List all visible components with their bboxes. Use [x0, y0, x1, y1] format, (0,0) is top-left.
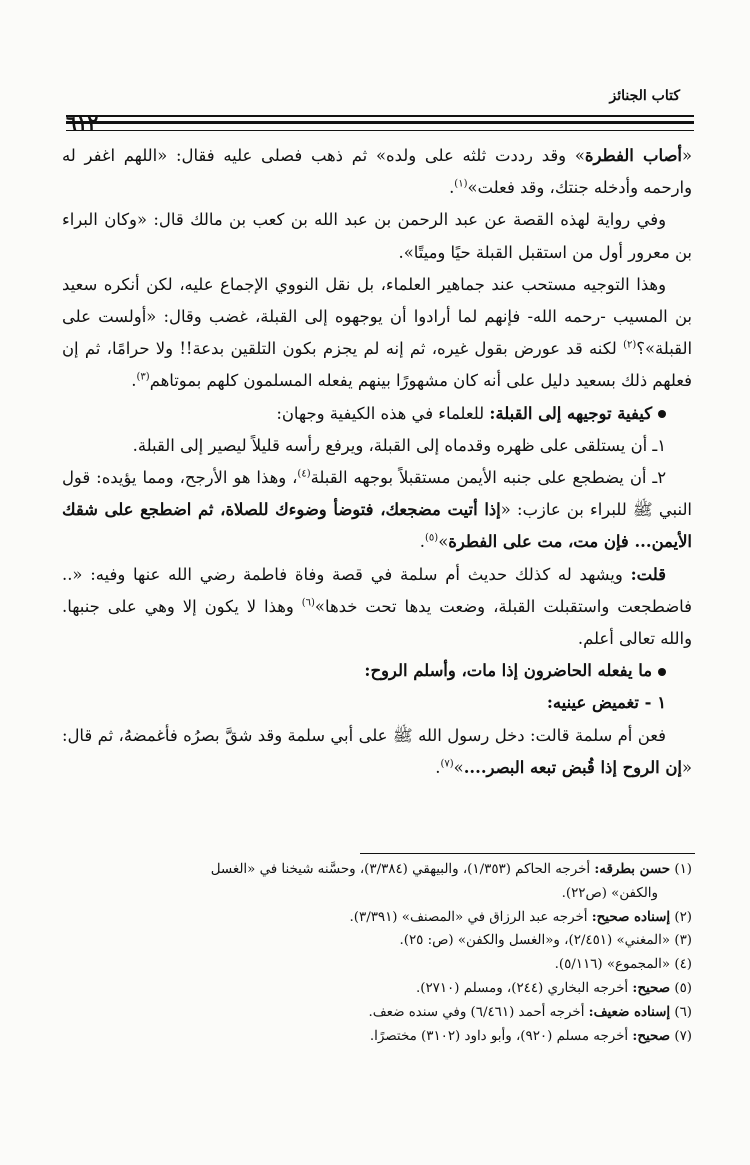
paragraph-1: «أصاب الفطرة» وقد رددت ثلثه على ولده» ثم ذهب فصلى عليه فقال: «اللهم اغفر له وارحمه وأدخله جنتك، وقد فعلت»$^{(١)}$. — [62, 146, 692, 198]
footnote-1: (١) حسن بطرقه: أخرجه الحاكم (١/٣٥٣)، والبيهقي (٣/٣٨٤)، وحسَّنه شيخنا في «الغسل — [210, 861, 692, 877]
main-text — [62, 140, 692, 784]
comment-label: قلت: — [630, 564, 666, 584]
running-header-title: كتاب الجنائز — [609, 88, 680, 104]
footnotes — [62, 858, 692, 1048]
hadith-quote: إذا أتيت مضجعك، فتوضأ وضوءك للصلاة، ثم اضطجع على شقك الأيمن... فإن مت، مت على الفطرة — [62, 500, 692, 552]
list-item-2: ٢ـ أن يضطجع على جنبه الأيمن مستقبلاً بوجهه القبلة$^{(٤)}$، وهذا هو الأرجح، ومما يؤيده: قول النبي ﷺ للبراء بن عازب: «إذا أتيت مضجعك، فتوضأ وضوءك للصلاة، ثم اضطجع على شقك الأيمن... فإن مت، مت على الفطرة»$^{(٥)}$. — [62, 468, 692, 552]
footnote-divider — [360, 853, 695, 854]
footnote-3: (٣) «المغني» (٢/٤٥١)، و«الغسل والكفن» (ص: ٢٥). — [399, 933, 692, 949]
bold-phrase: أصاب الفطرة — [584, 146, 682, 165]
section-heading-qibla: كيفية توجيهه إلى القبلة: للعلماء في هذه الكيفية وجهان: — [62, 398, 692, 430]
header-rule — [66, 115, 694, 117]
paragraph-2: وفي رواية لهذه القصة عن عبد الرحمن بن عبد الله بن كعب بن مالك قال: «وكان البراء بن معرور أول من استقبل القبلة حيًا وميتًا». — [62, 210, 692, 262]
footnote-ref[interactable]: (١) — [454, 178, 468, 190]
page-number: ٦١٢ — [66, 111, 99, 135]
header-rule-thick — [66, 121, 694, 124]
header-rule-thin — [66, 130, 694, 131]
paragraph-4: فعن أم سلمة قالت: دخل رسول الله ﷺ على أبي سلمة وقد شقَّ بصرُه فأغمضهُ، ثم قال: «إن الروح إذا قُبض تبعه البصر....»$^{(٧)}$. — [62, 725, 692, 777]
footnote-ref[interactable]: (٥) — [425, 532, 439, 544]
hadith-quote: إن الروح إذا قُبض تبعه البصر.... — [463, 757, 682, 777]
footnote-ref[interactable]: (٧) — [440, 758, 454, 770]
bullet-icon — [658, 668, 666, 676]
footnote-7: (٧) صحيح: أخرجه مسلم (٩٢٠)، وأبو داود (٣١٠٢) مختصرًا. — [369, 1027, 692, 1044]
list-item-1: ١ـ أن يستلقى على ظهره وقدماه إلى القبلة، ويرفع رأسه قليلاً ليصير إلى القبلة. — [132, 435, 666, 455]
footnote-5: (٥) صحيح: أخرجه البخاري (٢٤٤)، ومسلم (٢٧١٠). — [415, 979, 692, 996]
bullet-icon — [658, 410, 666, 418]
footnote-ref[interactable]: (٦) — [301, 597, 315, 609]
footnote-1-continued: والكفن» (ص٢٢). — [561, 885, 658, 901]
footnote-ref[interactable]: (٤) — [297, 468, 311, 480]
footnote-ref[interactable]: (٣) — [136, 371, 150, 383]
section-heading-death: ما يفعله الحاضرون إذا مات، وأسلم الروح: — [62, 655, 692, 687]
footnote-ref[interactable]: (٢) — [623, 339, 637, 351]
paragraph-3: وهذا التوجيه مستحب عند جماهير العلماء، بل نقل النووي الإجماع عليه، لكن أنكره سعيد بن المسيب -رحمه الله- فإنهم لما أرادوا أن يوجهوه إلى القبلة، غضب وقال: «أولست على القبلة»؟$^{(٢)}$ لكنه قد عورض بقول غيره، ثم إنه لم يجزم بكون التلقين بدعة!! ولا حرامًا، ثم إن فعلهم ذلك بسعيد دليل على أنه كان مشهورًا بينهم يفعله المسلمون كلهم بموتاهم$^{(٣)}$. — [62, 274, 692, 391]
footnote-2: (٢) إسناده صحيح: أخرجه عبد الرزاق في «المصنف» (٣/٣٩١). — [349, 908, 692, 925]
paragraph-comment: قلت: ويشهد له كذلك حديث أم سلمة في قصة وفاة فاطمة رضي الله عنها وفيه: «.. فاضطجعت واستقبلت القبلة، وضعت يدها تحت خدها»$^{(٦)}$ وهذا لا يكون إلا وهي على جنبها. والله تعالى أعلم. — [62, 564, 692, 649]
footnote-6: (٦) إسناده ضعيف: أخرجه أحمد (٦/٤٦١) وفي سنده ضعف. — [368, 1003, 692, 1020]
footnote-4: (٤) «المجموع» (٥/١١٦). — [554, 957, 692, 973]
sub-heading-closing-eyes: ١ - تغميض عينيه: — [546, 693, 666, 713]
